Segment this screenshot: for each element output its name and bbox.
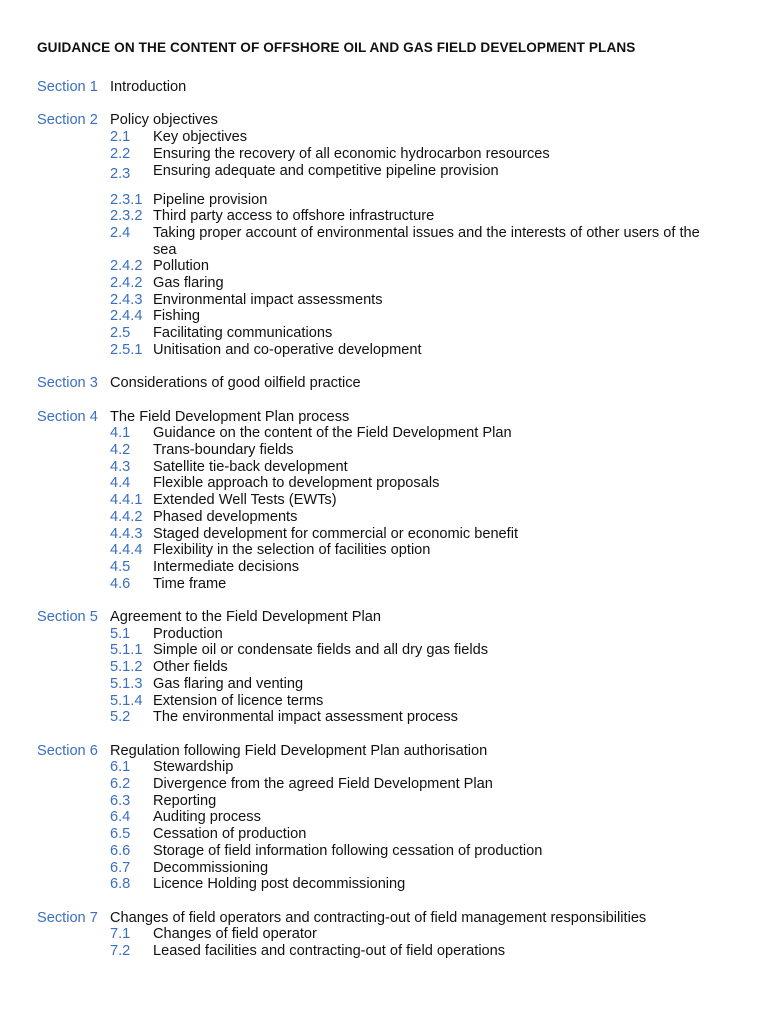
item-title: The environmental impact assessment process xyxy=(153,709,458,726)
toc-item xyxy=(110,225,768,258)
item-number-link[interactable]: 4.5 xyxy=(110,558,131,575)
toc-section xyxy=(37,910,768,960)
item-title: Leased facilities and contracting-out of field operations xyxy=(153,943,506,960)
toc-item xyxy=(110,292,768,309)
item-number-link[interactable]: 2.4 xyxy=(110,224,131,241)
toc-item xyxy=(110,509,768,526)
item-title: Changes of field operator xyxy=(153,926,317,943)
item-number-link[interactable]: 5.1.1 xyxy=(110,642,143,659)
item-number-link[interactable]: 2.4.3 xyxy=(110,291,143,308)
toc-item xyxy=(110,876,768,893)
item-title: Stewardship xyxy=(153,759,234,776)
section-number-link[interactable]: Section 5 xyxy=(37,609,98,626)
item-title: Time frame xyxy=(153,575,227,592)
item-number-link[interactable]: 6.8 xyxy=(110,876,131,893)
item-title: Cessation of production xyxy=(153,826,307,843)
item-number-link[interactable]: 6.1 xyxy=(110,759,131,776)
toc-item xyxy=(110,542,768,559)
item-title: Staged development for commercial or economic benefit xyxy=(153,525,519,542)
item-title: Gas flaring xyxy=(153,275,224,292)
toc-item xyxy=(110,492,768,509)
toc-section xyxy=(37,609,768,726)
item-title: Production xyxy=(153,625,223,642)
item-title: Reporting xyxy=(153,792,217,809)
item-title: Ensuring the recovery of all economic hydrocarbon resources xyxy=(153,145,550,162)
toc-item xyxy=(110,425,768,442)
item-title: Pipeline provision xyxy=(153,191,268,208)
item-title: Facilitating communications xyxy=(153,325,333,342)
item-number-link[interactable]: 2.2 xyxy=(110,145,131,162)
toc-item xyxy=(110,626,768,643)
item-number-link[interactable]: 4.4.4 xyxy=(110,542,143,559)
item-number-link[interactable]: 2.3.1 xyxy=(110,191,143,208)
toc-item xyxy=(110,843,768,860)
item-title: Environmental impact assessments xyxy=(153,291,383,308)
item-number-link[interactable]: 4.4.3 xyxy=(110,525,143,542)
toc-item xyxy=(110,163,768,192)
toc-item xyxy=(110,325,768,342)
section-number-link[interactable]: Section 3 xyxy=(37,375,98,392)
item-number-link[interactable]: 4.1 xyxy=(110,425,131,442)
section-heading xyxy=(37,743,768,760)
item-title: Fishing xyxy=(153,308,201,325)
section-number-link[interactable]: Section 2 xyxy=(37,112,98,129)
item-title: Satellite tie-back development xyxy=(153,458,348,475)
item-number-link[interactable]: 6.3 xyxy=(110,792,131,809)
item-title: Gas flaring and venting xyxy=(153,675,304,692)
toc-item xyxy=(110,709,768,726)
item-number-link[interactable]: 4.4 xyxy=(110,475,131,492)
toc-item xyxy=(110,576,768,593)
item-number-link[interactable]: 6.2 xyxy=(110,776,131,793)
item-number-link[interactable]: 2.4.2 xyxy=(110,258,143,275)
item-number-link[interactable]: 5.1.4 xyxy=(110,692,143,709)
item-number-link[interactable]: 5.1.2 xyxy=(110,659,143,676)
item-number-link[interactable]: 7.1 xyxy=(110,926,131,943)
toc-item xyxy=(110,559,768,576)
item-number-link[interactable]: 2.3.2 xyxy=(110,208,143,225)
section-title: Considerations of good oilfield practice xyxy=(110,375,361,392)
item-title: Phased developments xyxy=(153,508,298,525)
section-heading xyxy=(37,79,768,96)
item-number-link[interactable]: 2.3 xyxy=(110,165,131,182)
item-title: Ensuring adequate and competitive pipeline provision xyxy=(153,162,499,179)
toc-item xyxy=(110,475,768,492)
item-number-link[interactable]: 6.5 xyxy=(110,826,131,843)
toc-item xyxy=(110,926,768,943)
item-number-link[interactable]: 4.6 xyxy=(110,575,131,592)
toc-item xyxy=(110,275,768,292)
toc-item xyxy=(110,526,768,543)
toc-item xyxy=(110,659,768,676)
toc-item xyxy=(110,308,768,325)
item-title: Extended Well Tests (EWTs) xyxy=(153,492,337,509)
toc-item xyxy=(110,759,768,776)
toc-item xyxy=(110,258,768,275)
item-number-link[interactable]: 4.2 xyxy=(110,442,131,459)
section-heading xyxy=(37,375,768,392)
item-number-link[interactable]: 2.4.2 xyxy=(110,275,143,292)
toc-item xyxy=(110,793,768,810)
section-number-link[interactable]: Section 6 xyxy=(37,742,98,759)
item-title: Extension of licence terms xyxy=(153,692,324,709)
section-number-link[interactable]: Section 7 xyxy=(37,909,98,926)
toc-item xyxy=(110,943,768,960)
item-number-link[interactable]: 5.1.3 xyxy=(110,675,143,692)
document-title: GUIDANCE ON THE CONTENT OF OFFSHORE OIL AND GAS FIELD DEVELOPMENT PLANS xyxy=(37,40,636,55)
toc-item xyxy=(110,342,768,359)
item-title: Key objectives xyxy=(153,129,248,146)
toc-item xyxy=(110,146,768,163)
toc-item xyxy=(110,459,768,476)
item-number-link[interactable]: 2.4.4 xyxy=(110,308,143,325)
section-number-link[interactable]: Section 4 xyxy=(37,408,98,425)
toc-section xyxy=(37,112,768,358)
item-title: Pollution xyxy=(153,258,209,275)
section-heading xyxy=(37,609,768,626)
item-title: Flexibility in the selection of facilities option xyxy=(153,542,431,559)
item-title: Divergence from the agreed Field Development Plan xyxy=(153,776,493,793)
item-title: Storage of field information following cessation of production xyxy=(153,842,543,859)
item-number-link[interactable]: 2.5 xyxy=(110,325,131,342)
item-number-link[interactable]: 6.4 xyxy=(110,809,131,826)
toc-item xyxy=(110,809,768,826)
toc-section xyxy=(37,375,768,392)
section-title: The Field Development Plan process xyxy=(110,408,350,425)
section-title: Introduction xyxy=(110,79,187,95)
item-number-link[interactable]: 4.4.1 xyxy=(110,492,143,509)
toc-item xyxy=(110,860,768,877)
item-number-link[interactable]: 4.3 xyxy=(110,458,131,475)
table-of-contents xyxy=(37,79,768,960)
section-title: Agreement to the Field Development Plan xyxy=(110,609,381,626)
toc-section xyxy=(37,409,768,593)
section-title: Policy objectives xyxy=(110,112,218,129)
item-title: Flexible approach to development proposals xyxy=(153,475,440,492)
toc-item xyxy=(110,693,768,710)
toc-item xyxy=(110,642,768,659)
item-number-link[interactable]: 4.4.2 xyxy=(110,508,143,525)
toc-section xyxy=(37,743,768,893)
toc-item xyxy=(110,776,768,793)
toc-item xyxy=(110,676,768,693)
toc-item xyxy=(110,826,768,843)
item-title: Licence Holding post decommissioning xyxy=(153,876,406,893)
item-title: Third party access to offshore infrastructure xyxy=(153,208,435,225)
item-number-link[interactable]: 6.7 xyxy=(110,859,131,876)
item-title: Trans-boundary fields xyxy=(153,442,294,459)
section-number-link[interactable]: Section 1 xyxy=(37,79,98,95)
item-number-link[interactable]: 5.1 xyxy=(110,625,131,642)
item-title: Taking proper account of environmental issues and the interests of other users of the sea xyxy=(153,224,700,258)
item-title: Intermediate decisions xyxy=(153,558,300,575)
toc-item xyxy=(110,208,768,225)
item-number-link[interactable]: 2.1 xyxy=(110,129,131,146)
section-heading xyxy=(37,112,768,129)
item-number-link[interactable]: 5.2 xyxy=(110,709,131,726)
toc-item xyxy=(110,129,768,146)
section-title: Regulation following Field Development Plan authorisation xyxy=(110,742,488,759)
item-number-link[interactable]: 2.5.1 xyxy=(110,341,143,358)
item-title: Simple oil or condensate fields and all dry gas fields xyxy=(153,642,489,659)
toc-section xyxy=(37,79,768,96)
item-title: Decommissioning xyxy=(153,859,269,876)
item-title: Guidance on the content of the Field Development Plan xyxy=(153,425,512,442)
toc-item xyxy=(110,442,768,459)
section-title: Changes of field operators and contracting-out of field management responsibilities xyxy=(110,909,647,926)
item-title: Other fields xyxy=(153,659,228,676)
toc-item xyxy=(110,192,768,209)
section-heading xyxy=(37,910,768,927)
item-title: Unitisation and co-operative development xyxy=(153,341,422,358)
item-title: Auditing process xyxy=(153,809,261,826)
section-heading xyxy=(37,409,768,426)
item-number-link[interactable]: 7.2 xyxy=(110,943,131,960)
item-number-link[interactable]: 6.6 xyxy=(110,842,131,859)
